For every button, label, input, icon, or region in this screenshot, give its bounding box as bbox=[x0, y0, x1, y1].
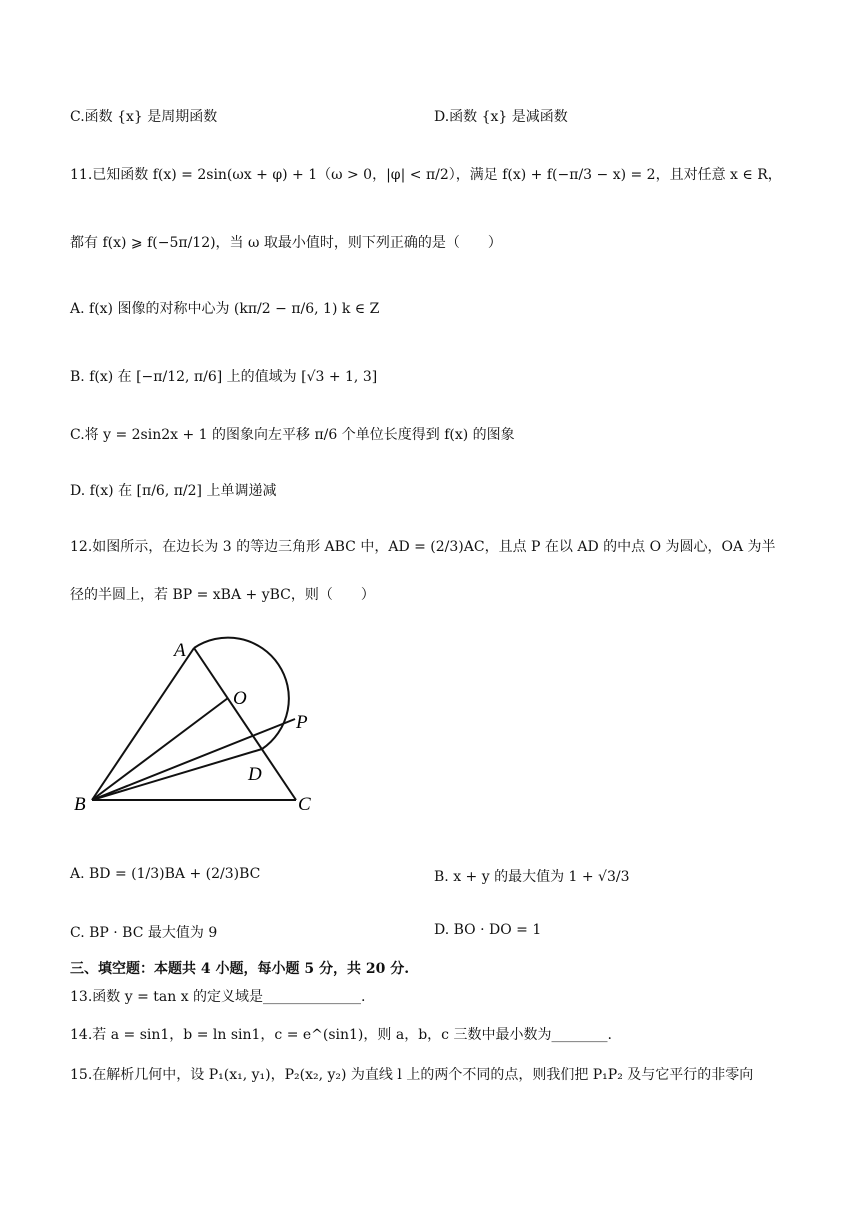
q10-option-c: C.函数 {x} 是周期函数 bbox=[70, 109, 218, 125]
q11-option-d: D. f(x) 在 [π/6, π/2] 上单调递减 bbox=[70, 483, 277, 499]
label-c: C bbox=[298, 794, 311, 815]
label-b: B bbox=[74, 794, 86, 815]
q11-stem-line1: 11.已知函数 f(x) = 2sin(ωx + φ) + 1（ω > 0，|φ| < π/2），满足 f(x) + f(−π/3 − x) = 2，且对任意 x ∈ R， bbox=[70, 167, 782, 183]
q13-text: 13.函数 y = tan x 的定义域是______________. bbox=[70, 989, 366, 1005]
segment-bo bbox=[92, 698, 228, 800]
q14-text: 14.若 a = sin1，b = ln sin1，c = e^(sin1)，则 a，b，c 三数中最小数为________. bbox=[70, 1027, 612, 1043]
segment-bd bbox=[92, 749, 262, 800]
q15-text: 15.在解析几何中，设 P₁(x₁, y₁)，P₂(x₂, y₂) 为直线 l 上的两个不同的点，则我们把 P₁P₂ 及与它平行的非零向 bbox=[70, 1067, 754, 1083]
q12-stem-line1: 12.如图所示，在边长为 3 的等边三角形 ABC 中，AD = (2/3)AC，且点 P 在以 AD 的中点 O 为圆心，OA 为半 bbox=[70, 539, 776, 555]
q12-triangle-figure bbox=[70, 628, 350, 828]
q12-option-a: A. BD = (1/3)BA + (2/3)BC bbox=[70, 866, 261, 882]
edge-ba bbox=[92, 648, 194, 800]
q11-stem-line2: 都有 f(x) ⩾ f(−5π/12)，当 ω 取最小值时，则下列正确的是（ ） bbox=[70, 235, 502, 251]
section3-heading: 三、填空题：本题共 4 小题，每小题 5 分，共 20 分. bbox=[70, 961, 410, 977]
q12-option-d: D. BO · DO = 1 bbox=[434, 922, 542, 938]
q12-option-c: C. BP · BC 最大值为 9 bbox=[70, 925, 218, 941]
q12-option-b: B. x + y 的最大值为 1 + √3/3 bbox=[434, 869, 630, 885]
label-p: P bbox=[296, 712, 308, 733]
label-o: O bbox=[233, 688, 247, 709]
label-d: D bbox=[248, 764, 262, 785]
q10-option-d: D.函数 {x} 是减函数 bbox=[434, 109, 568, 125]
label-a: A bbox=[174, 640, 186, 661]
q11-option-c: C.将 y = 2sin2x + 1 的图象向左平移 π/6 个单位长度得到 f(x) 的图象 bbox=[70, 427, 515, 443]
q11-option-b: B. f(x) 在 [−π/12, π/6] 上的值域为 [√3 + 1, 3] bbox=[70, 369, 378, 385]
q12-stem-line2: 径的半圆上，若 BP = xBA + yBC，则（ ） bbox=[70, 587, 375, 603]
q11-option-a: A. f(x) 图像的对称中心为 (kπ/2 − π/6, 1) k ∈ Z bbox=[70, 301, 380, 317]
segment-bp bbox=[92, 719, 295, 800]
